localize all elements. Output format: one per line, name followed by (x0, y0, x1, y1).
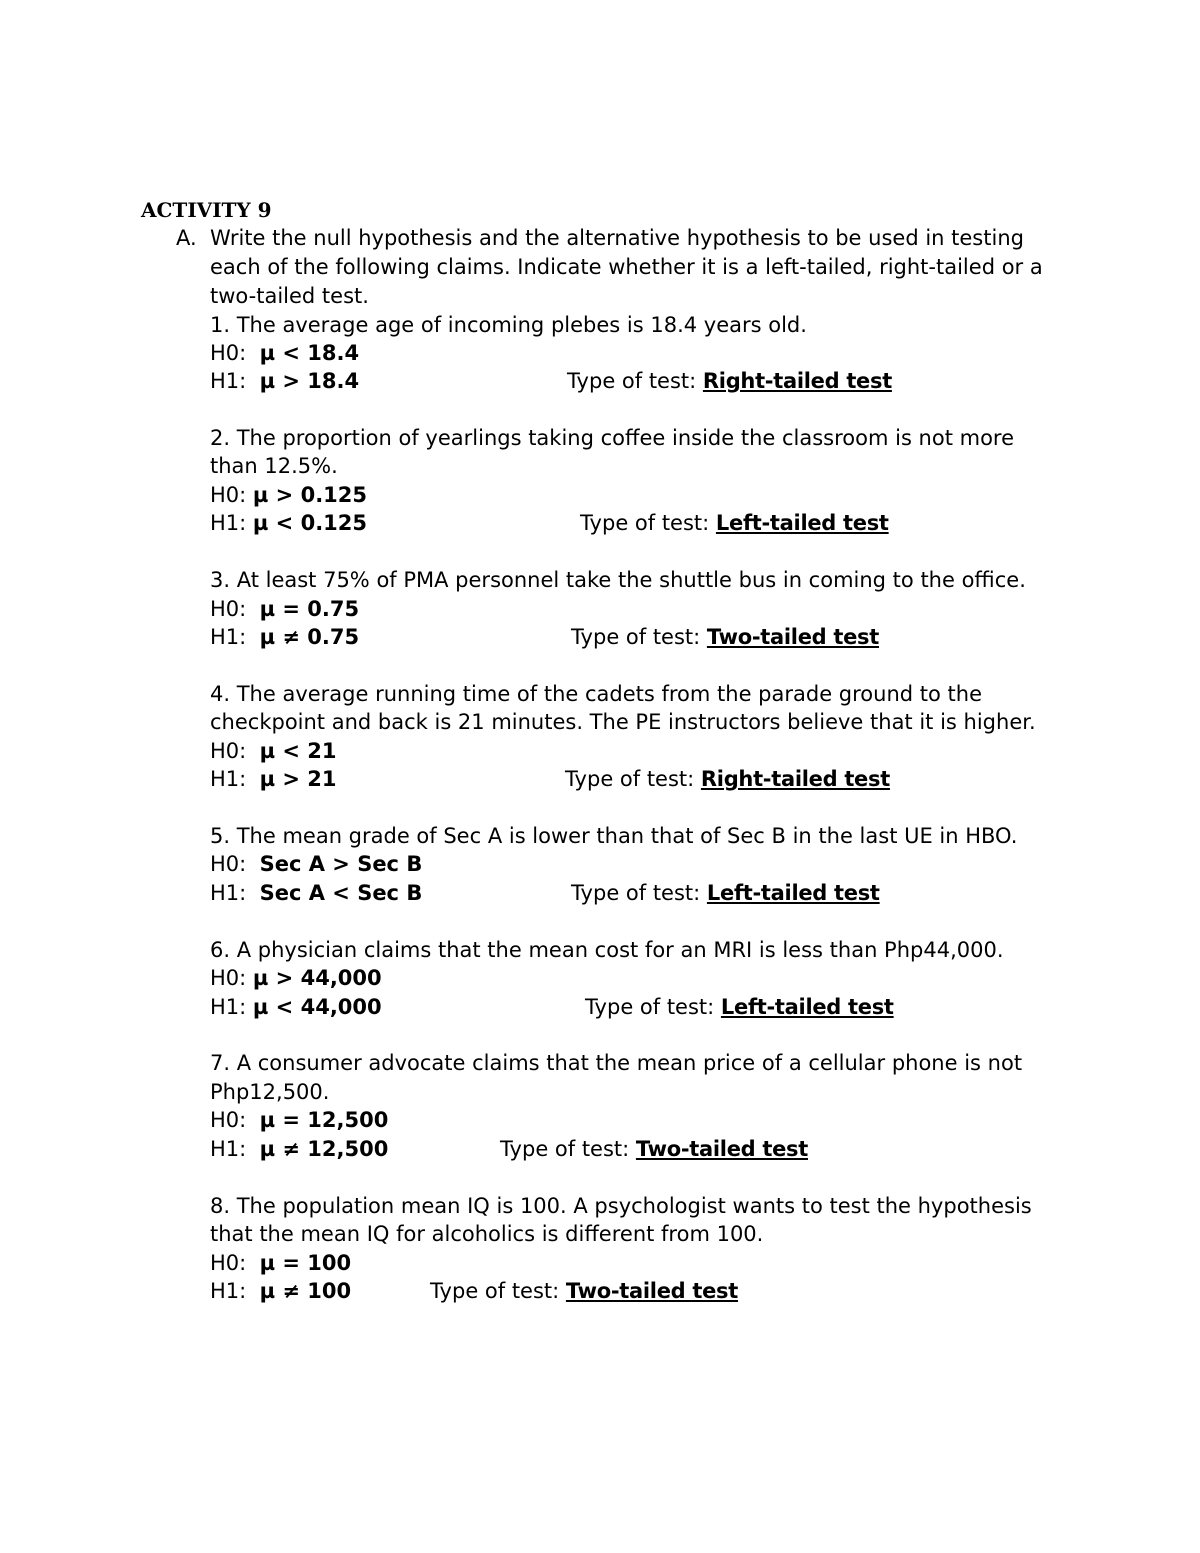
h1-label: H1: (210, 511, 247, 535)
h0-label: H0: (210, 739, 247, 763)
h1-label: H1: (210, 369, 247, 393)
claim-text: 3. At least 75% of PMA personnel take the shuttle bus in coming to the office. (210, 568, 1026, 592)
test-type-row (571, 881, 880, 905)
alternative-hypothesis: µ > 18.4 (259, 369, 360, 393)
h0-label: H0: (210, 341, 247, 365)
alternative-hypothesis: µ > 21 (259, 767, 337, 791)
test-type-answer: Two-tailed test (565, 1279, 738, 1303)
h0-row (210, 1108, 388, 1132)
test-type-answer: Right-tailed test (702, 369, 892, 393)
h1-row (210, 1137, 388, 1161)
h0-row (210, 852, 422, 876)
test-type-row (571, 625, 879, 649)
test-type-answer: Right-tailed test (700, 767, 890, 791)
h1-label: H1: (210, 881, 247, 905)
test-type-row (500, 1137, 808, 1161)
type-label: Type of test: (567, 369, 697, 393)
h1-row (210, 767, 337, 791)
null-hypothesis: Sec A > Sec B (259, 852, 423, 876)
h0-row (210, 739, 337, 763)
h1-row (210, 369, 359, 393)
test-type-row (580, 511, 889, 535)
alternative-hypothesis: µ ≠ 12,500 (259, 1137, 389, 1161)
h0-label: H0: (210, 852, 247, 876)
h0-row (210, 483, 367, 507)
claim-text: than 12.5%. (210, 454, 338, 478)
claim-text: 6. A physician claims that the mean cost for an MRI is less than Php44,000. (210, 938, 1004, 962)
type-label: Type of test: (585, 995, 715, 1019)
h0-label: H0: (210, 1251, 247, 1275)
h0-label: H0: (210, 1108, 247, 1132)
alternative-hypothesis: µ ≠ 0.75 (259, 625, 360, 649)
test-type-answer: Two-tailed test (635, 1137, 808, 1161)
test-type-answer: Left-tailed test (706, 881, 880, 905)
test-type-row (565, 767, 890, 791)
null-hypothesis: µ > 0.125 (252, 483, 368, 507)
type-label: Type of test: (430, 1279, 560, 1303)
test-type-row (585, 995, 894, 1019)
type-label: Type of test: (565, 767, 695, 791)
alternative-hypothesis: Sec A < Sec B (259, 881, 423, 905)
null-hypothesis: µ = 100 (259, 1251, 352, 1275)
claim-text: 4. The average running time of the cadets from the parade ground to the (210, 682, 982, 706)
h0-row (210, 341, 359, 365)
h0-label: H0: (210, 483, 247, 507)
h1-label: H1: (210, 625, 247, 649)
claim-text: 7. A consumer advocate claims that the mean price of a cellular phone is not (210, 1051, 1023, 1075)
null-hypothesis: µ = 0.75 (259, 597, 360, 621)
instructions-line: Write the null hypothesis and the alternative hypothesis to be used in testing (210, 226, 1024, 250)
h1-row (210, 625, 359, 649)
test-type-row (430, 1279, 738, 1303)
alternative-hypothesis: µ < 44,000 (252, 995, 382, 1019)
null-hypothesis: µ < 18.4 (259, 341, 360, 365)
claim-text: 1. The average age of incoming plebes is 18.4 years old. (210, 313, 807, 337)
null-hypothesis: µ > 44,000 (252, 966, 382, 990)
claim-text: that the mean IQ for alcoholics is different from 100. (210, 1222, 764, 1246)
h0-row (210, 1251, 351, 1275)
claim-text: 8. The population mean IQ is 100. A psychologist wants to test the hypothesis (210, 1194, 1032, 1218)
claim-text: checkpoint and back is 21 minutes. The PE instructors believe that it is higher. (210, 710, 1036, 734)
instructions-line: each of the following claims. Indicate whether it is a left-tailed, right-tailed or a (210, 255, 1043, 279)
type-label: Type of test: (500, 1137, 630, 1161)
h1-label: H1: (210, 1279, 247, 1303)
claim-text: 2. The proportion of yearlings taking coffee inside the classroom is not more (210, 426, 1015, 450)
type-label: Type of test: (580, 511, 710, 535)
null-hypothesis: µ < 21 (259, 739, 337, 763)
h1-label: H1: (210, 995, 247, 1019)
h0-row (210, 966, 382, 990)
claim-text: Php12,500. (210, 1080, 330, 1104)
instructions-line: two-tailed test. (210, 284, 369, 308)
type-label: Type of test: (571, 625, 701, 649)
activity-title: ACTIVITY 9 (141, 198, 272, 222)
h0-row (210, 597, 359, 621)
alternative-hypothesis: µ < 0.125 (252, 511, 368, 535)
test-type-answer: Left-tailed test (720, 995, 894, 1019)
h1-label: H1: (210, 1137, 247, 1161)
test-type-answer: Left-tailed test (715, 511, 889, 535)
h0-label: H0: (210, 597, 247, 621)
h1-row (210, 881, 422, 905)
h1-row (210, 995, 382, 1019)
test-type-answer: Two-tailed test (706, 625, 879, 649)
h1-row (210, 1279, 351, 1303)
h0-label: H0: (210, 966, 247, 990)
section-letter: A. (176, 226, 197, 250)
claim-text: 5. The mean grade of Sec A is lower than that of Sec B in the last UE in HBO. (210, 824, 1018, 848)
h1-label: H1: (210, 767, 247, 791)
null-hypothesis: µ = 12,500 (259, 1108, 389, 1132)
type-label: Type of test: (571, 881, 701, 905)
h1-row (210, 511, 367, 535)
test-type-row (567, 369, 892, 393)
alternative-hypothesis: µ ≠ 100 (259, 1279, 352, 1303)
